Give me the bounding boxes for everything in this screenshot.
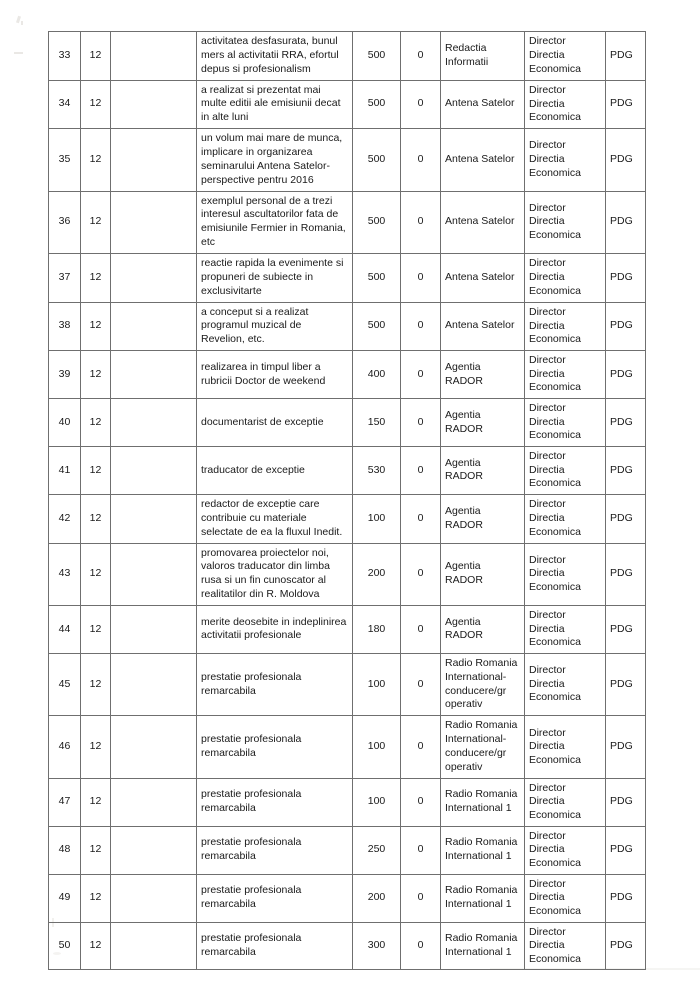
cell-valoare-secundara: 0 [401,191,441,253]
cell-structura: Antena Satelor [441,129,525,191]
cell-luna: 12 [81,351,111,399]
cell-suma: 500 [353,254,401,303]
table-row [49,302,646,351]
table-row [49,778,646,826]
cell-suma: 100 [353,778,401,826]
cell-beneficiar [111,254,197,303]
cell-suma: 150 [353,399,401,447]
cell-motivatie: exemplul personal de a trezi interesul ascultatorilor fata de emisiunile Fermier in Romania, etc [197,191,353,253]
cell-motivatie: prestatie profesionala remarcabila [197,716,353,778]
cell-motivatie: redactor de exceptie care contribuie cu materiale selectate de ea la fluxul Inedit. [197,494,353,543]
cell-structura: Agentia RADOR [441,447,525,495]
table-row [49,494,646,543]
cell-luna: 12 [81,447,111,495]
cell-beneficiar [111,716,197,778]
table-row [49,922,646,970]
cell-nr-crt: 34 [49,80,81,129]
cell-luna: 12 [81,605,111,653]
table-row [49,543,646,605]
cell-valoare-secundara: 0 [401,653,441,715]
cell-aprobator: Director Directia Economica [525,351,606,399]
cell-nr-crt: 35 [49,129,81,191]
cell-aprobator: Director Directia Economica [525,399,606,447]
cell-structura: Radio Romania International 1 [441,778,525,826]
table-row [49,399,646,447]
cell-valoare-secundara: 0 [401,922,441,970]
cell-motivatie: a realizat si prezentat mai multe editii ale emisiunii decat in alte luni [197,80,353,129]
cell-nr-crt: 44 [49,605,81,653]
cell-beneficiar [111,778,197,826]
cell-suma: 500 [353,32,401,81]
cell-suma: 400 [353,351,401,399]
cell-valoare-secundara: 0 [401,129,441,191]
scan-artifact [16,16,21,24]
cell-luna: 12 [81,716,111,778]
cell-aprobator: Director Directia Economica [525,653,606,715]
cell-motivatie: reactie rapida la evenimente si propuneri de subiecte in exclusivitarte [197,254,353,303]
cell-aprobator: Director Directia Economica [525,32,606,81]
cell-aprobator: Director Directia Economica [525,778,606,826]
cell-luna: 12 [81,778,111,826]
cell-beneficiar [111,922,197,970]
cell-luna: 12 [81,399,111,447]
cell-suma: 180 [353,605,401,653]
cell-aprobator: Director Directia Economica [525,80,606,129]
table-row [49,191,646,253]
cell-aprobator-final: PDG [606,302,646,351]
table-row [49,351,646,399]
cell-suma: 100 [353,653,401,715]
cell-aprobator-final: PDG [606,129,646,191]
cell-structura: Radio Romania International 1 [441,874,525,922]
cell-aprobator: Director Directia Economica [525,254,606,303]
cell-aprobator-final: PDG [606,874,646,922]
cell-nr-crt: 49 [49,874,81,922]
cell-beneficiar [111,826,197,874]
cell-luna: 12 [81,191,111,253]
table-row [49,605,646,653]
cell-suma: 500 [353,80,401,129]
cell-luna: 12 [81,302,111,351]
cell-suma: 200 [353,874,401,922]
cell-nr-crt: 43 [49,543,81,605]
cell-motivatie: promovarea proiectelor noi, valoros traducator din limba rusa si un fin cunoscator al realitatilor din R. Moldova [197,543,353,605]
table-row [49,447,646,495]
cell-beneficiar [111,351,197,399]
cell-nr-crt: 45 [49,653,81,715]
cell-aprobator-final: PDG [606,254,646,303]
cell-structura: Radio Romania International 1 [441,922,525,970]
cell-structura: Radio Romania International-conducere/gr operativ [441,716,525,778]
cell-valoare-secundara: 0 [401,605,441,653]
cell-motivatie: traducator de exceptie [197,447,353,495]
cell-nr-crt: 41 [49,447,81,495]
cell-nr-crt: 46 [49,716,81,778]
cell-nr-crt: 33 [49,32,81,81]
cell-valoare-secundara: 0 [401,80,441,129]
cell-suma: 500 [353,191,401,253]
cell-aprobator-final: PDG [606,716,646,778]
cell-valoare-secundara: 0 [401,543,441,605]
cell-luna: 12 [81,494,111,543]
cell-structura: Radio Romania International-conducere/gr operativ [441,653,525,715]
cell-aprobator: Director Directia Economica [525,716,606,778]
cell-aprobator: Director Directia Economica [525,129,606,191]
cell-aprobator-final: PDG [606,605,646,653]
cell-valoare-secundara: 0 [401,32,441,81]
cell-suma: 530 [353,447,401,495]
cell-valoare-secundara: 0 [401,302,441,351]
cell-motivatie: un volum mai mare de munca, implicare in organizarea seminarului Antena Satelor- perspective pentru 2016 [197,129,353,191]
cell-aprobator-final: PDG [606,494,646,543]
cell-structura: Antena Satelor [441,254,525,303]
cell-motivatie: realizarea in timpul liber a rubricii Doctor de weekend [197,351,353,399]
cell-valoare-secundara: 0 [401,447,441,495]
cell-luna: 12 [81,543,111,605]
table-row [49,826,646,874]
cell-suma: 500 [353,302,401,351]
cell-structura: Antena Satelor [441,80,525,129]
cell-beneficiar [111,399,197,447]
cell-aprobator-final: PDG [606,447,646,495]
table-row [49,254,646,303]
table-row [49,32,646,81]
cell-structura: Antena Satelor [441,191,525,253]
cell-valoare-secundara: 0 [401,351,441,399]
cell-beneficiar [111,191,197,253]
cell-suma: 500 [353,129,401,191]
table-row [49,716,646,778]
cell-suma: 300 [353,922,401,970]
table-row [49,80,646,129]
cell-aprobator-final: PDG [606,826,646,874]
cell-nr-crt: 39 [49,351,81,399]
cell-valoare-secundara: 0 [401,826,441,874]
cell-beneficiar [111,129,197,191]
cell-structura: Agentia RADOR [441,351,525,399]
cell-valoare-secundara: 0 [401,874,441,922]
table-row [49,874,646,922]
cell-luna: 12 [81,826,111,874]
cell-beneficiar [111,302,197,351]
cell-motivatie: activitatea desfasurata, bunul mers al activitatii RRA, efortul depus si profesionalism [197,32,353,81]
table-body [49,32,646,970]
cell-beneficiar [111,32,197,81]
cell-nr-crt: 40 [49,399,81,447]
table-row [49,653,646,715]
cell-aprobator: Director Directia Economica [525,922,606,970]
cell-beneficiar [111,447,197,495]
cell-structura: Agentia RADOR [441,399,525,447]
cell-beneficiar [111,80,197,129]
cell-luna: 12 [81,922,111,970]
cell-nr-crt: 38 [49,302,81,351]
cell-luna: 12 [81,80,111,129]
cell-luna: 12 [81,32,111,81]
cell-motivatie: prestatie profesionala remarcabila [197,874,353,922]
cell-aprobator-final: PDG [606,653,646,715]
cell-nr-crt: 42 [49,494,81,543]
cell-luna: 12 [81,254,111,303]
cell-aprobator: Director Directia Economica [525,447,606,495]
scan-artifact [21,21,23,25]
cell-motivatie: prestatie profesionala remarcabila [197,653,353,715]
cell-structura: Agentia RADOR [441,543,525,605]
cell-beneficiar [111,874,197,922]
cell-motivatie: prestatie profesionala remarcabila [197,826,353,874]
cell-valoare-secundara: 0 [401,778,441,826]
cell-aprobator: Director Directia Economica [525,874,606,922]
cell-motivatie: prestatie profesionala remarcabila [197,922,353,970]
cell-aprobator: Director Directia Economica [525,191,606,253]
cell-motivatie: a conceput si a realizat programul muzical de Revelion, etc. [197,302,353,351]
cell-nr-crt: 36 [49,191,81,253]
cell-structura: Redactia Informatii [441,32,525,81]
cell-suma: 250 [353,826,401,874]
cell-luna: 12 [81,874,111,922]
cell-structura: Antena Satelor [441,302,525,351]
cell-suma: 200 [353,543,401,605]
cell-structura: Agentia RADOR [441,605,525,653]
cell-nr-crt: 50 [49,922,81,970]
cell-aprobator-final: PDG [606,80,646,129]
cell-valoare-secundara: 0 [401,716,441,778]
bonus-ledger-table [48,31,646,970]
cell-aprobator: Director Directia Economica [525,826,606,874]
cell-motivatie: merite deosebite in indeplinirea activitatii profesionale [197,605,353,653]
cell-aprobator: Director Directia Economica [525,605,606,653]
cell-structura: Radio Romania International 1 [441,826,525,874]
cell-suma: 100 [353,716,401,778]
cell-luna: 12 [81,129,111,191]
cell-suma: 100 [353,494,401,543]
cell-valoare-secundara: 0 [401,399,441,447]
cell-aprobator-final: PDG [606,191,646,253]
cell-aprobator-final: PDG [606,399,646,447]
cell-motivatie: prestatie profesionala remarcabila [197,778,353,826]
cell-beneficiar [111,605,197,653]
cell-aprobator: Director Directia Economica [525,543,606,605]
cell-nr-crt: 37 [49,254,81,303]
cell-nr-crt: 47 [49,778,81,826]
cell-aprobator-final: PDG [606,543,646,605]
cell-beneficiar [111,653,197,715]
cell-luna: 12 [81,653,111,715]
cell-aprobator-final: PDG [606,32,646,81]
cell-beneficiar [111,494,197,543]
cell-motivatie: documentarist de exceptie [197,399,353,447]
cell-valoare-secundara: 0 [401,494,441,543]
cell-valoare-secundara: 0 [401,254,441,303]
scan-artifact [14,52,23,54]
cell-aprobator-final: PDG [606,351,646,399]
cell-beneficiar [111,543,197,605]
cell-aprobator-final: PDG [606,922,646,970]
cell-aprobator-final: PDG [606,778,646,826]
cell-nr-crt: 48 [49,826,81,874]
table-row [49,129,646,191]
cell-aprobator: Director Directia Economica [525,494,606,543]
cell-structura: Agentia RADOR [441,494,525,543]
cell-aprobator: Director Directia Economica [525,302,606,351]
